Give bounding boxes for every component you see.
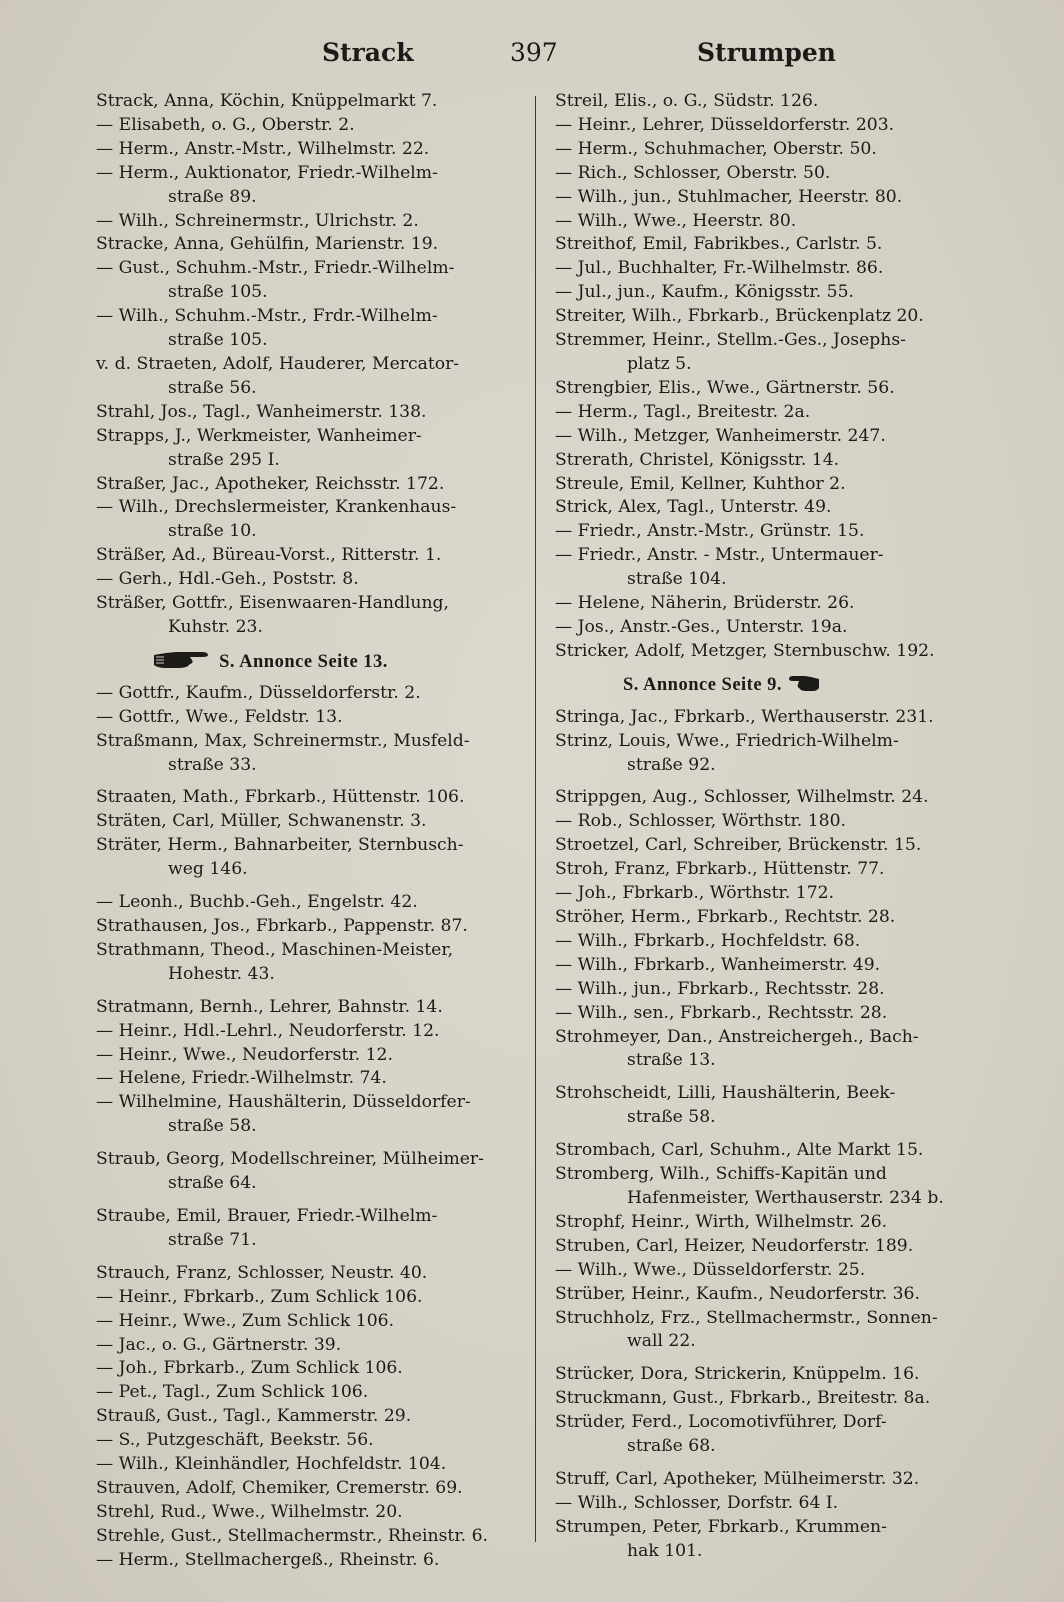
directory-entry xyxy=(555,329,991,377)
entry-spacer xyxy=(555,777,991,786)
entry-line: — Wilh., Drechslermeister, Krankenhaus- xyxy=(96,497,457,518)
entry-line: Streithof, Emil, Fabrikbes., Carlstr. 5. xyxy=(555,234,883,255)
entry-continuation: straße 68. xyxy=(627,1436,716,1457)
directory-entry xyxy=(555,954,991,978)
entry-line: — Wilh., Schreinermstr., Ulrichstr. 2. xyxy=(96,210,419,231)
directory-entry xyxy=(555,858,991,882)
directory-entry xyxy=(555,281,991,305)
entry-continuation: straße 10. xyxy=(168,521,257,542)
entry-line: Stringa, Jac., Fbrkarb., Werthauserstr. 231. xyxy=(555,706,934,727)
directory-entry xyxy=(555,138,991,162)
entry-line: Stracke, Anna, Gehülfin, Marienstr. 19. xyxy=(96,234,439,255)
entry-line: Stroetzel, Carl, Schreiber, Brückenstr. 15. xyxy=(555,835,922,856)
directory-entry xyxy=(96,162,528,210)
entry-continuation: straße 105. xyxy=(168,330,268,351)
entry-line: — Jos., Anstr.-Ges., Unterstr. 19a. xyxy=(555,616,848,637)
entry-line: — Gottfr., Wwe., Feldstr. 13. xyxy=(96,706,343,727)
directory-entry xyxy=(555,210,991,234)
entry-continuation: straße 56. xyxy=(168,377,257,398)
entry-continuation: Hohestr. 43. xyxy=(168,963,275,984)
directory-entry xyxy=(555,978,991,1002)
entry-continuation: Kuhstr. 23. xyxy=(168,616,263,637)
directory-entry xyxy=(96,1148,528,1196)
directory-entry xyxy=(96,996,528,1020)
entry-line: — Wilh., jun., Stuhlmacher, Heerstr. 80. xyxy=(555,186,903,207)
directory-entry xyxy=(96,939,528,987)
entry-line: Streule, Emil, Kellner, Kuhthor 2. xyxy=(555,473,846,494)
entry-line: — Heinr., Wwe., Zum Schlick 106. xyxy=(96,1310,395,1331)
entry-line: Strinz, Louis, Wwe., Friedrich-Wilhelm- xyxy=(555,730,899,751)
entry-line: — S., Putzgeschäft, Beekstr. 56. xyxy=(96,1430,374,1451)
entry-line: — Gust., Schuhm.-Mstr., Friedr.-Wilhelm- xyxy=(96,258,455,279)
page-header xyxy=(100,38,990,78)
entry-spacer xyxy=(555,1564,991,1573)
entry-line: Straßmann, Max, Schreinermstr., Musfeld- xyxy=(96,730,470,751)
directory-entry xyxy=(96,891,528,915)
entry-line: Strumpen, Peter, Fbrkarb., Krummen- xyxy=(555,1516,887,1537)
entry-line: Struben, Carl, Heizer, Neudorferstr. 189. xyxy=(555,1235,914,1256)
header-first-entry: Strack xyxy=(322,38,414,67)
directory-entry xyxy=(555,449,991,473)
entry-line: Strathmann, Theod., Maschinen-Meister, xyxy=(96,939,454,960)
right-entries-top xyxy=(555,90,991,664)
entry-line: Strombach, Carl, Schuhm., Alte Markt 15. xyxy=(555,1140,924,1161)
directory-entry xyxy=(96,1262,528,1286)
entry-line: — Wilh., Schlosser, Dorfstr. 64 I. xyxy=(555,1492,839,1513)
entry-continuation: hak 101. xyxy=(627,1540,703,1561)
directory-entry xyxy=(555,1363,991,1387)
entry-line: Strücker, Dora, Strickerin, Knüppelm. 16. xyxy=(555,1364,920,1385)
directory-entry xyxy=(96,233,528,257)
directory-entry xyxy=(96,138,528,162)
entry-line: — Wilh., Fbrkarb., Hochfeldstr. 68. xyxy=(555,930,861,951)
header-last-entry: Strumpen xyxy=(697,38,836,67)
directory-entry xyxy=(96,1067,528,1091)
entry-line: Stromberg, Wilh., Schiffs-Kapitän und xyxy=(555,1164,887,1185)
entry-line: Straaten, Math., Fbrkarb., Hüttenstr. 106. xyxy=(96,787,465,808)
entry-line: — Helene, Friedr.-Wilhelmstr. 74. xyxy=(96,1068,387,1089)
entry-line: Stricker, Adolf, Metzger, Sternbuschw. 192. xyxy=(555,640,935,661)
page-number: 397 xyxy=(510,38,558,67)
directory-entry xyxy=(96,592,528,640)
entry-spacer xyxy=(555,1130,991,1139)
entry-line: Strauch, Franz, Schlosser, Neustr. 40. xyxy=(96,1262,428,1283)
directory-entry xyxy=(555,1468,991,1492)
left-entries-bottom xyxy=(96,682,528,1573)
directory-entry xyxy=(555,257,991,281)
directory-entry xyxy=(96,1453,528,1477)
directory-entry xyxy=(96,257,528,305)
pointing-hand-right-icon xyxy=(152,648,214,677)
entry-continuation: straße 33. xyxy=(168,754,257,775)
directory-entry xyxy=(96,1020,528,1044)
entry-continuation: platz 5. xyxy=(627,353,692,374)
entry-line: — Herm., Schuhmacher, Oberstr. 50. xyxy=(555,138,877,159)
directory-entry xyxy=(555,1283,991,1307)
directory-entry xyxy=(555,1026,991,1074)
entry-line: — Heinr., Hdl.-Lehrl., Neudorferstr. 12. xyxy=(96,1020,440,1041)
entry-line: — Helene, Näherin, Brüderstr. 26. xyxy=(555,593,855,614)
directory-entry xyxy=(96,1334,528,1358)
entry-line: Strehl, Rud., Wwe., Wilhelmstr. 20. xyxy=(96,1501,403,1522)
entry-line: Sträßer, Gottfr., Eisenwaaren-Handlung, xyxy=(96,593,450,614)
entry-line: Strahl, Jos., Tagl., Wanheimerstr. 138. xyxy=(96,401,427,422)
entry-line: — Joh., Fbrkarb., Wörthstr. 172. xyxy=(555,883,835,904)
entry-continuation: straße 71. xyxy=(168,1229,257,1250)
directory-entry xyxy=(96,305,528,353)
advertisement-reference-left xyxy=(96,648,528,672)
entry-line: Stratmann, Bernh., Lehrer, Bahnstr. 14. xyxy=(96,996,443,1017)
entry-line: Strathausen, Jos., Fbrkarb., Pappenstr. 87. xyxy=(96,916,468,936)
directory-entry xyxy=(96,1286,528,1310)
directory-entry xyxy=(555,1492,991,1516)
entry-spacer xyxy=(555,1354,991,1363)
entry-line: Struckmann, Gust., Fbrkarb., Breitestr. 8a. xyxy=(555,1388,931,1409)
directory-entry xyxy=(96,1205,528,1253)
entry-line: Streiter, Wilh., Fbrkarb., Brückenplatz 20. xyxy=(555,306,924,327)
directory-entry xyxy=(555,930,991,954)
advertisement-text: S. Annonce Seite 9. xyxy=(623,674,783,695)
directory-entry xyxy=(555,1516,991,1564)
entry-line: Strapps, J., Werkmeister, Wanheimer- xyxy=(96,425,422,446)
entry-line: — Herm., Tagl., Breitestr. 2a. xyxy=(555,401,811,422)
directory-entry xyxy=(96,353,528,401)
directory-entry xyxy=(555,706,991,730)
directory-entry xyxy=(96,1310,528,1334)
directory-entry xyxy=(555,544,991,592)
entry-continuation: weg 146. xyxy=(168,859,248,880)
directory-entry xyxy=(555,520,991,544)
directory-entry xyxy=(555,592,991,616)
entry-line: Strohmeyer, Dan., Anstreichergeh., Bach- xyxy=(555,1026,919,1047)
entry-line: — Herm., Anstr.-Mstr., Wilhelmstr. 22. xyxy=(96,138,430,159)
directory-entry xyxy=(96,210,528,234)
directory-entry xyxy=(555,730,991,778)
directory-entry xyxy=(96,1429,528,1453)
directory-entry xyxy=(555,90,991,114)
entry-spacer xyxy=(555,1073,991,1082)
entry-line: — Heinr., Lehrer, Düsseldorferstr. 203. xyxy=(555,114,895,135)
entry-line: — Wilh., Metzger, Wanheimerstr. 247. xyxy=(555,425,886,446)
entry-line: Strack, Anna, Köchin, Knüppelmarkt 7. xyxy=(96,91,438,111)
entry-continuation: wall 22. xyxy=(627,1331,696,1352)
directory-entry xyxy=(555,1307,991,1355)
entry-line: Struchholz, Frz., Stellmachermstr., Sonnen- xyxy=(555,1307,938,1328)
advertisement-reference-right xyxy=(555,672,991,696)
directory-entry xyxy=(555,496,991,520)
entry-continuation: straße 64. xyxy=(168,1173,257,1194)
directory-entry xyxy=(96,1501,528,1525)
entry-line: — Wilh., jun., Fbrkarb., Rechtsstr. 28. xyxy=(555,978,885,999)
directory-entry xyxy=(96,1044,528,1068)
entry-line: — Wilh., Schuhm.-Mstr., Frdr.-Wilhelm- xyxy=(96,306,438,327)
entry-spacer xyxy=(96,987,528,996)
entry-line: Strehle, Gust., Stellmachermstr., Rheinstr. 6. xyxy=(96,1525,488,1546)
entry-line: — Herm., Auktionator, Friedr.-Wilhelm- xyxy=(96,162,438,183)
entry-spacer xyxy=(96,1196,528,1205)
entry-line: — Heinr., Fbrkarb., Zum Schlick 106. xyxy=(96,1286,423,1307)
entry-line: — Wilh., Wwe., Düsseldorferstr. 25. xyxy=(555,1259,866,1280)
directory-entry xyxy=(555,186,991,210)
entry-line: — Rich., Schlosser, Oberstr. 50. xyxy=(555,162,831,183)
entry-line: — Friedr., Anstr.-Mstr., Grünstr. 15. xyxy=(555,521,865,542)
directory-entry xyxy=(555,1259,991,1283)
directory-entry xyxy=(555,1411,991,1459)
directory-entry xyxy=(96,1549,528,1573)
directory-entry xyxy=(555,1139,991,1163)
directory-entry xyxy=(96,1091,528,1139)
directory-entry xyxy=(96,1381,528,1405)
directory-entry xyxy=(96,915,528,939)
directory-entry xyxy=(555,233,991,257)
directory-entry xyxy=(96,568,528,592)
directory-entry xyxy=(96,401,528,425)
directory-entry xyxy=(96,496,528,544)
entry-line: Strauß, Gust., Tagl., Kammerstr. 29. xyxy=(96,1406,412,1427)
directory-entry xyxy=(96,114,528,138)
entry-line: — Pet., Tagl., Zum Schlick 106. xyxy=(96,1382,369,1403)
entry-line: — Jul., jun., Kaufm., Königsstr. 55. xyxy=(555,282,854,303)
entry-line: Sträßer, Ad., Büreau-Vorst., Ritterstr. 1. xyxy=(96,545,442,566)
entry-line: Straub, Georg, Modellschreiner, Mülheimer- xyxy=(96,1149,484,1170)
entry-spacer xyxy=(96,1139,528,1148)
directory-entry xyxy=(555,882,991,906)
entry-continuation: straße 58. xyxy=(627,1107,716,1128)
right-entries-bottom xyxy=(555,706,991,1573)
directory-entry xyxy=(555,162,991,186)
directory-entry xyxy=(96,425,528,473)
directory-entry xyxy=(555,810,991,834)
entry-line: Sträten, Carl, Müller, Schwanenstr. 3. xyxy=(96,811,427,832)
entry-line: Straube, Emil, Brauer, Friedr.-Wilhelm- xyxy=(96,1205,438,1226)
directory-entry xyxy=(555,377,991,401)
entry-line: — Jac., o. G., Gärtnerstr. 39. xyxy=(96,1334,342,1355)
directory-entry xyxy=(96,1525,528,1549)
entry-line: Strophf, Heinr., Wirth, Wilhelmstr. 26. xyxy=(555,1211,888,1232)
right-column xyxy=(555,90,991,1573)
entry-line: Stremmer, Heinr., Stellm.-Ges., Josephs- xyxy=(555,330,906,351)
entry-spacer xyxy=(555,1459,991,1468)
entry-line: Strippgen, Aug., Schlosser, Wilhelmstr. 24. xyxy=(555,787,929,808)
directory-entry xyxy=(96,706,528,730)
entry-spacer xyxy=(96,777,528,786)
directory-entry xyxy=(555,1082,991,1130)
entry-line: — Herm., Stellmachergeß., Rheinstr. 6. xyxy=(96,1549,440,1570)
entry-spacer xyxy=(96,882,528,891)
entry-line: Strerath, Christel, Königsstr. 14. xyxy=(555,449,840,470)
directory-entry xyxy=(555,401,991,425)
entry-line: — Gottfr., Kaufm., Düsseldorferstr. 2. xyxy=(96,682,421,703)
entry-line: — Gerh., Hdl.-Geh., Poststr. 8. xyxy=(96,569,359,590)
directory-entry xyxy=(555,1163,991,1211)
entry-line: — Wilh., Wwe., Heerstr. 80. xyxy=(555,210,797,231)
entry-line: Stroh, Franz, Fbrkarb., Hüttenstr. 77. xyxy=(555,859,885,880)
directory-entry xyxy=(96,1477,528,1501)
entry-line: — Friedr., Anstr. - Mstr., Untermauer- xyxy=(555,545,884,566)
directory-entry xyxy=(555,305,991,329)
directory-entry xyxy=(96,730,528,778)
directory-entry xyxy=(555,906,991,930)
entry-spacer xyxy=(96,1253,528,1262)
entry-continuation: straße 89. xyxy=(168,186,257,207)
directory-entry xyxy=(555,1002,991,1026)
directory-entry xyxy=(555,1235,991,1259)
directory-entry xyxy=(96,834,528,882)
entry-line: Straßer, Jac., Apotheker, Reichsstr. 172. xyxy=(96,473,445,494)
directory-entry xyxy=(555,640,991,664)
entry-continuation: Hafenmeister, Werthauserstr. 234 b. xyxy=(627,1187,944,1208)
entry-line: v. d. Straeten, Adolf, Hauderer, Mercator- xyxy=(96,353,460,374)
directory-entry xyxy=(96,1357,528,1381)
directory-entry xyxy=(96,810,528,834)
column-divider xyxy=(535,96,536,1542)
entry-line: — Wilh., sen., Fbrkarb., Rechtsstr. 28. xyxy=(555,1002,888,1023)
entry-line: — Wilhelmine, Haushälterin, Düsseldorfer- xyxy=(96,1092,471,1113)
directory-entry xyxy=(555,1211,991,1235)
directory-entry xyxy=(555,786,991,810)
left-column xyxy=(96,90,528,1573)
entry-line: — Wilh., Kleinhändler, Hochfeldstr. 104. xyxy=(96,1454,447,1475)
entry-line: — Joh., Fbrkarb., Zum Schlick 106. xyxy=(96,1358,403,1379)
directory-entry xyxy=(555,616,991,640)
entry-continuation: straße 295 I. xyxy=(168,449,280,470)
entry-continuation: straße 92. xyxy=(627,754,716,775)
entry-line: Ströher, Herm., Fbrkarb., Rechtstr. 28. xyxy=(555,907,896,927)
entry-line: Strauven, Adolf, Chemiker, Cremerstr. 69. xyxy=(96,1477,463,1498)
entry-continuation: straße 13. xyxy=(627,1050,716,1071)
entry-line: — Jul., Buchhalter, Fr.-Wilhelmstr. 86. xyxy=(555,258,884,279)
directory-entry xyxy=(555,1387,991,1411)
directory-entry xyxy=(96,786,528,810)
entry-continuation: straße 58. xyxy=(168,1116,257,1137)
directory-entry xyxy=(555,425,991,449)
directory-entry xyxy=(96,90,528,114)
entry-line: Strengbier, Elis., Wwe., Gärtnerstr. 56. xyxy=(555,377,895,398)
advertisement-text: S. Annonce Seite 13. xyxy=(219,651,388,672)
entry-line: — Wilh., Fbrkarb., Wanheimerstr. 49. xyxy=(555,954,881,975)
entry-line: Strohscheidt, Lilli, Haushälterin, Beek- xyxy=(555,1083,896,1104)
entry-line: Streil, Elis., o. G., Südstr. 126. xyxy=(555,91,819,111)
entry-line: — Leonh., Buchb.-Geh., Engelstr. 42. xyxy=(96,892,418,913)
entry-continuation: straße 105. xyxy=(168,282,268,303)
entry-line: — Elisabeth, o. G., Oberstr. 2. xyxy=(96,114,355,135)
entry-line: — Rob., Schlosser, Wörthstr. 180. xyxy=(555,811,847,832)
entry-line: Strüder, Ferd., Locomotivführer, Dorf- xyxy=(555,1412,887,1433)
directory-entry xyxy=(96,682,528,706)
entry-line: Sträter, Herm., Bahnarbeiter, Sternbusch- xyxy=(96,835,464,856)
left-entries-top xyxy=(96,90,528,640)
entry-line: Struff, Carl, Apotheker, Mülheimerstr. 32. xyxy=(555,1468,920,1489)
directory-entry xyxy=(96,473,528,497)
entry-line: Strüber, Heinr., Kaufm., Neudorferstr. 36. xyxy=(555,1283,920,1304)
directory-entry xyxy=(555,114,991,138)
entry-line: — Heinr., Wwe., Neudorferstr. 12. xyxy=(96,1044,393,1065)
entry-line: Strick, Alex, Tagl., Unterstr. 49. xyxy=(555,497,832,518)
directory-entry xyxy=(555,473,991,497)
pointing-hand-left-icon xyxy=(787,672,821,699)
directory-entry xyxy=(555,834,991,858)
directory-entry xyxy=(96,544,528,568)
entry-continuation: straße 104. xyxy=(627,569,727,590)
directory-entry xyxy=(96,1405,528,1429)
